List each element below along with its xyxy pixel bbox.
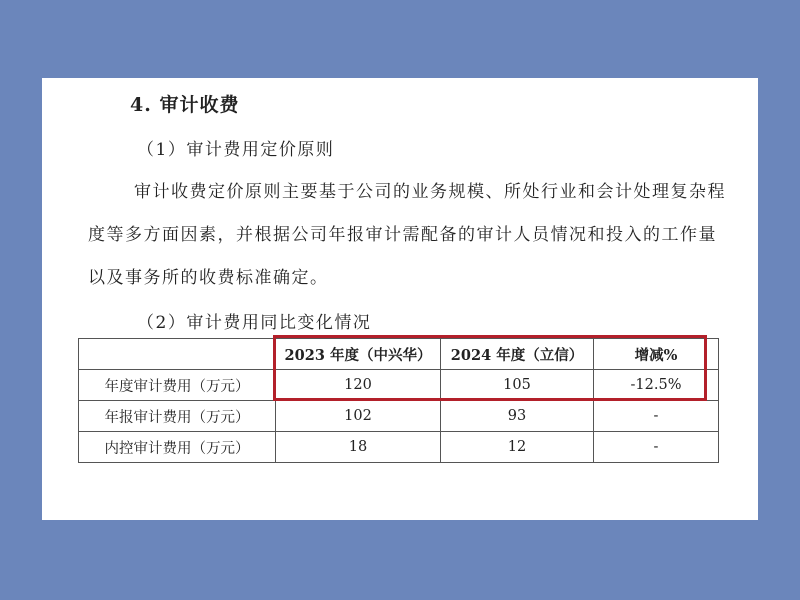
table-header-row <box>79 339 719 370</box>
table-cell: -12.5% <box>594 370 719 401</box>
table-row <box>79 401 719 432</box>
pricing-principle-paragraph: 审计收费定价原则主要基于公司的业务规模、所处行业和会计处理复杂程度等多方面因素，并根据公司年报审计需配备的审计人员情况和投入的工作量以及事务所的收费标准确定。 <box>88 182 726 288</box>
table-cell: 102 <box>276 401 441 432</box>
table-cell: - <box>594 432 719 463</box>
document-page <box>42 78 758 520</box>
table-cell: 105 <box>441 370 594 401</box>
table-cell: 18 <box>276 432 441 463</box>
table-cell: 93 <box>441 401 594 432</box>
table-cell: 12 <box>441 432 594 463</box>
table-cell-label: 年报审计费用（万元） <box>79 401 276 432</box>
table-cell-label: 年度审计费用（万元） <box>79 370 276 401</box>
pricing-principle-title: （1）审计费用定价原则 <box>137 140 335 160</box>
table-cell-label: 内控审计费用（万元） <box>79 432 276 463</box>
table-header-cell: 增减% <box>594 339 719 370</box>
table-cell: 120 <box>276 370 441 401</box>
table-cell: - <box>594 401 719 432</box>
section-heading: 4. 审计收费 <box>130 94 240 116</box>
table-row <box>79 432 719 463</box>
audit-fee-table <box>78 338 719 463</box>
table-row <box>79 370 719 401</box>
table-header-cell: 2024 年度（立信） <box>441 339 594 370</box>
yoy-change-title: （2）审计费用同比变化情况 <box>137 313 372 333</box>
table-header-cell: 2023 年度（中兴华） <box>276 339 441 370</box>
table-header-cell <box>79 339 276 370</box>
